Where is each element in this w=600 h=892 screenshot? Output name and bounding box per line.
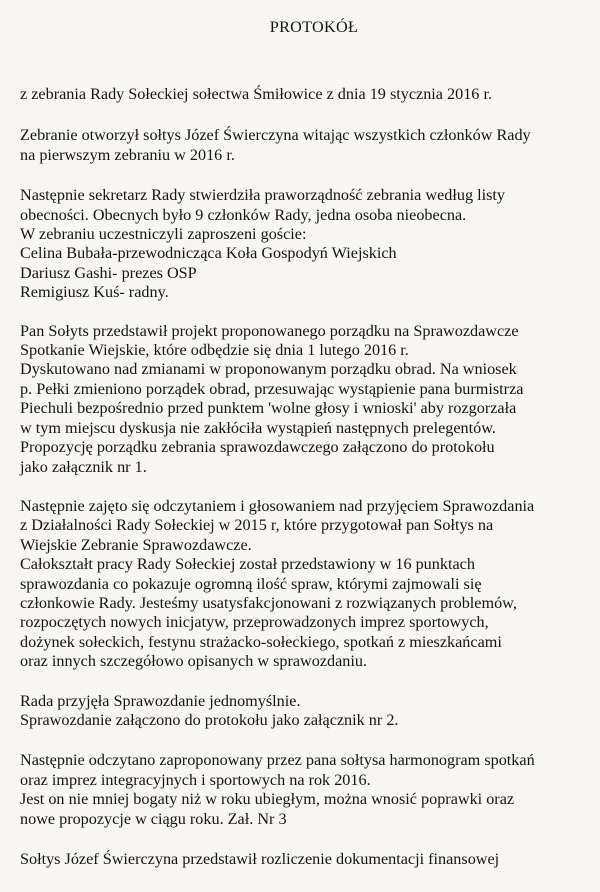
text-line: dożynek sołeckich, festynu strażacko-sołeckiego, spotkań z mieszkańcami — [20, 632, 502, 651]
text-line: p. Pełki zmieniono porządek obrad, przesuwając wystąpienie pana burmistrza — [20, 379, 524, 398]
paragraph-opening — [20, 126, 592, 165]
guest-line: Dariusz Gashi- prezes OSP — [20, 263, 197, 282]
text-line: Spotkanie Wiejskie, które odbędzie się dnia 1 lutego 2016 r. — [20, 341, 409, 360]
text-line: na pierwszym zebraniu w 2016 r. — [20, 145, 235, 164]
text-line: Pan Sołyts przedstawił projekt proponowanego porządku na Sprawozdawcze — [20, 321, 519, 340]
text-line: Propozycję porządku zebrania sprawozdawczego załączono do protokołu — [20, 438, 495, 457]
guest-line: Celina Bubała-przewodnicząca Koła Gospodyń Wiejskich — [20, 244, 397, 263]
text-line: obecności. Obecnych było 9 członków Rady, jedna osoba nieobecna. — [20, 205, 467, 224]
text-line: Piechuli bezpośrednio przed punktem 'wolne głosy i wnioski' aby rozgorzała — [20, 399, 517, 418]
text-line: oraz innych szczegółowo opisanych w sprawozdaniu. — [20, 652, 368, 671]
text-line: członkowie Rady. Jesteśmy usatysfakcjonowani z rozwiązanych problemów, — [20, 593, 517, 612]
text-line: z Działalności Rady Sołeckiej w 2015 r, które przygotował pan Sołtys na — [20, 516, 494, 535]
guest-line: Remigiusz Kuś- radny. — [20, 283, 169, 302]
text-line: Całokształt pracy Rady Sołeckiej został przedstawiony w 16 punktach — [20, 555, 475, 574]
paragraph-attendance — [20, 186, 592, 302]
text-line: sprawozdania co pokazuje ogromną ilość spraw, którymi zajmowali się — [20, 574, 482, 593]
text-line: Sołtys Józef Świerczyna przedstawił rozliczenie dokumentacji finansowej — [20, 850, 500, 868]
paragraph-schedule — [20, 751, 592, 829]
paragraph-finance — [20, 850, 592, 869]
text-line: Sprawozdanie załączono do protokołu jako załącznik nr 2. — [20, 710, 399, 729]
text-line: z zebrania Rady Sołeckiej sołectwa Śmiłowice z dnia 19 stycznia 2016 r. — [20, 85, 492, 103]
document-title: PROTOKÓŁ — [269, 18, 359, 36]
text-line: Zebranie otworzył sołtys Józef Świerczyna witając wszystkich członków Rady — [20, 126, 531, 145]
text-line: Wiejskie Zebranie Sprawozdawcze. — [20, 535, 252, 554]
text-line: w tym miejscu dyskusja nie zakłóciła wystąpień następnych prelegentów. — [20, 418, 496, 437]
paragraph-report — [20, 497, 592, 672]
text-line: Następnie zajęto się odczytaniem i głosowaniem nad przyjęciem Sprawozdania — [20, 496, 535, 515]
text-line: rozpoczętych nowych inicjatyw, przeprowadzonych imprez sportowych, — [20, 613, 489, 632]
text-line: nowe propozycje w ciągu roku. Zał. Nr 3 — [20, 809, 287, 828]
paragraph-agenda — [20, 322, 592, 477]
text-line: Rada przyjęła Sprawozdanie jednomyślnie. — [20, 691, 301, 710]
text-line: oraz imprez integracyjnych i sportowych na rok 2016. — [20, 770, 371, 789]
text-line: W zebraniu uczestniczyli zaproszeni goście: — [20, 225, 307, 244]
text-line: Jest on nie mniej bogaty niż w roku ubiegłym, można wnosić poprawki oraz — [20, 790, 515, 809]
paragraph-meeting-header — [20, 85, 592, 104]
paragraph-report-approval — [20, 692, 592, 731]
text-line: Dyskutowano nad zmianami w proponowanym porządku obrad. Na wniosek — [20, 360, 517, 379]
text-line: Następnie sekretarz Rady stwierdziła praworządność zebrania według listy — [20, 186, 505, 205]
text-line: Następnie odczytano zaproponowany przez pana sołtysa harmonogram spotkań — [20, 751, 535, 770]
text-line: jako załącznik nr 1. — [20, 457, 147, 476]
